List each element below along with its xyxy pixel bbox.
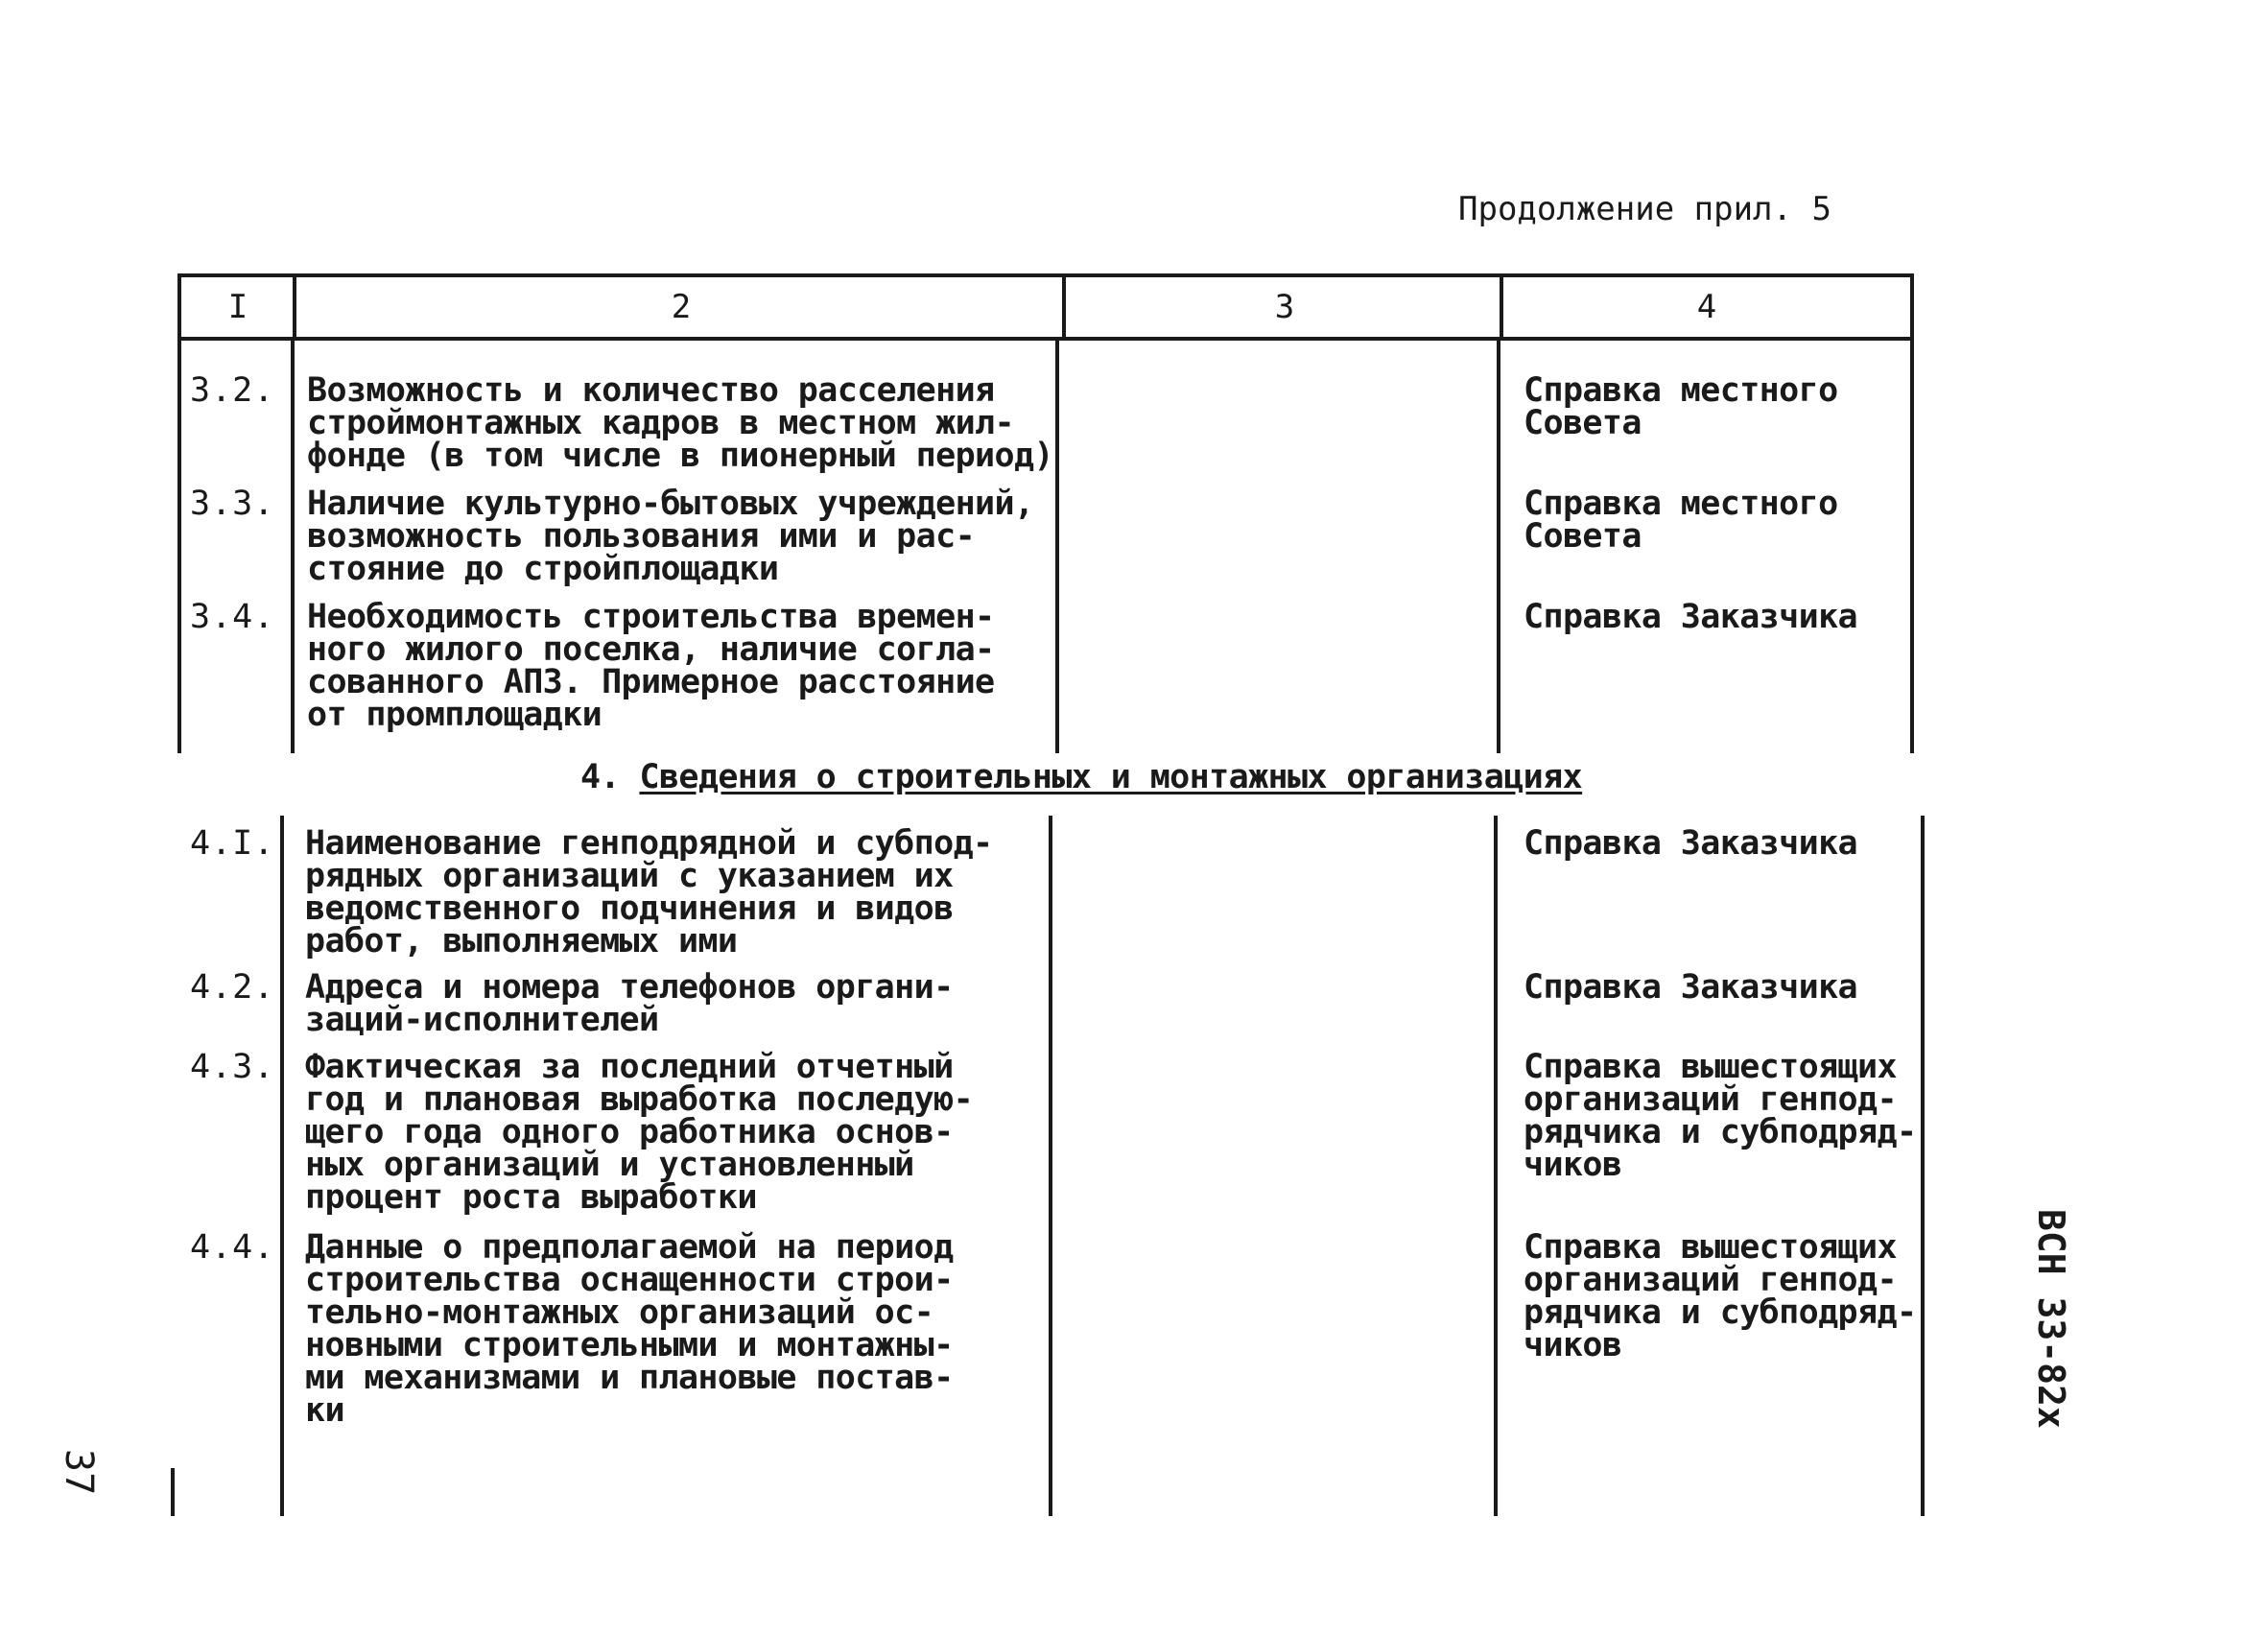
body-divider-right-lower [1921, 816, 1925, 1516]
body-divider-left [177, 341, 181, 753]
body-divider-right [1910, 341, 1914, 753]
document-code-text: ВСН 33-82 [2030, 1209, 2072, 1407]
column-header-4: 4 [1696, 288, 1717, 326]
column-header-3: 3 [1274, 288, 1295, 326]
body-divider-2-lower [1049, 816, 1052, 1516]
row-number: 3.4. [190, 598, 275, 636]
column-header-2: 2 [671, 288, 692, 326]
section-number: 4. [580, 758, 620, 796]
document-code-mark: x [2030, 1406, 2072, 1429]
row-number: 4.2. [190, 968, 275, 1007]
row-source: Справка Заказчика [1524, 968, 1858, 1007]
row-description: Наличие культурно-бытовых учреждений, возможность пользования ими и рас- стояние до стройплощадки [307, 485, 1034, 588]
row-number: 4.I. [190, 824, 275, 863]
row-source: Справка местного Совета [1524, 371, 1838, 442]
body-divider-left-lower [171, 1468, 175, 1516]
row-source: Справка Заказчика [1524, 598, 1858, 636]
body-divider-3 [1497, 341, 1500, 753]
row-number: 3.3. [190, 485, 275, 523]
section-title: Сведения о строительных и монтажных организациях [639, 758, 1583, 796]
table-header [177, 273, 1914, 341]
row-source: Справка местного Совета [1524, 485, 1838, 556]
row-description: Данные о предполагаемой на период строительства оснащенности строи- тельно-монтажных организаций ос- новными строительными и монтажны- ми механизмами и плановые постав- ки [305, 1228, 954, 1430]
row-description: Возможность и количество расселения строймонтажных кадров в местном жил- фонде (в том числе в пионерный период) [307, 371, 1053, 475]
header-divider-3 [1500, 273, 1503, 341]
row-source: Справка Заказчика [1524, 824, 1858, 863]
header-divider-1 [293, 273, 296, 341]
document-code [2030, 1209, 2072, 1429]
header-divider-2 [1062, 273, 1066, 341]
row-description: Адреса и номера телефонов органи- заций-исполнителей [305, 968, 954, 1039]
page-number: 37 [57, 1449, 101, 1496]
row-description: Фактическая за последний отчетный год и плановая выработка последую- щего года одного работника основ- ных организаций и установленный процент роста выработки [305, 1048, 974, 1217]
body-divider-3-lower [1494, 816, 1498, 1516]
row-number: 3.2. [190, 371, 275, 410]
row-source: Справка вышестоящих организаций генпод- рядчика и субподряд- чиков [1524, 1048, 1917, 1184]
column-header-1: I [227, 288, 248, 326]
row-source: Справка вышестоящих организаций генпод- рядчика и субподряд- чиков [1524, 1228, 1917, 1364]
continuation-note: Продолжение прил. 5 [1458, 190, 1831, 228]
section-heading [580, 758, 1582, 796]
row-description: Необходимость строительства времен- ного жилого поселка, наличие согла- сованного АПЗ. Примерное расстояние от промплощадки [307, 598, 995, 734]
row-description: Наименование генподрядной и субпод- рядных организаций с указанием их ведомственного подчинения и видов работ, выполняемых ими [305, 824, 993, 960]
body-divider-1 [291, 341, 295, 753]
body-divider-2 [1055, 341, 1059, 753]
body-divider-1-lower [280, 816, 284, 1516]
row-number: 4.4. [190, 1228, 275, 1267]
row-number: 4.3. [190, 1048, 275, 1086]
